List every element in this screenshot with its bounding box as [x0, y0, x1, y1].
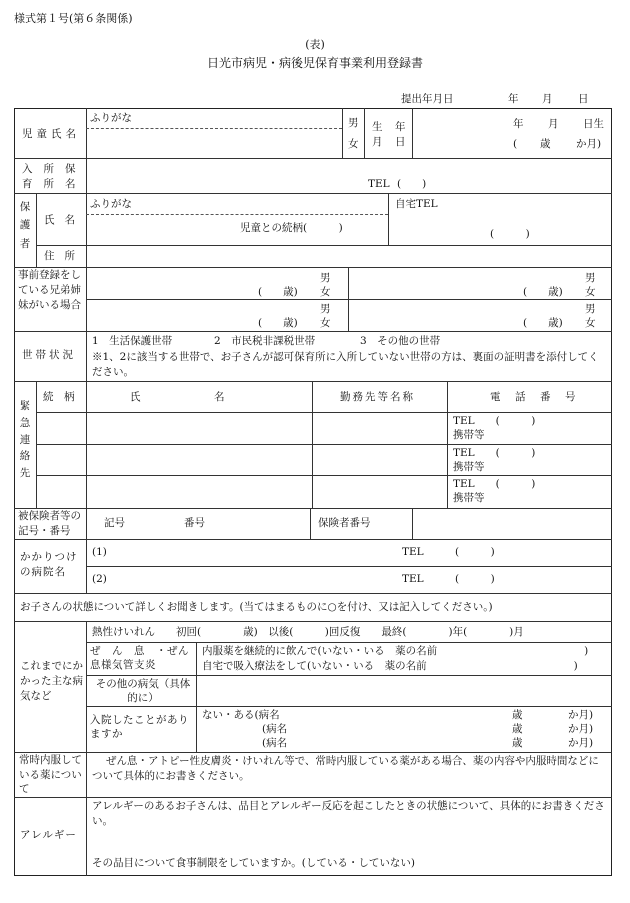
illness-label: これまでにかかった主な病気など	[20, 660, 83, 703]
birth-label: 生	[372, 121, 383, 133]
birth-day: 日生	[583, 118, 604, 130]
birth-label: 月	[372, 136, 383, 148]
guardian-relation[interactable]: 児童との続柄( )	[240, 222, 343, 234]
home-tel-paren[interactable]: ( )	[490, 228, 530, 240]
condition-intro: お子さんの状態について詳しくお聞きします。(当てはまるものに○を付け、又は記入してください。)	[20, 601, 493, 613]
col-phone: 電 話 番 号	[490, 391, 578, 403]
sibling-age[interactable]: ( 歳)	[258, 286, 298, 298]
sibling-female[interactable]: 女	[320, 286, 331, 298]
household-opt2[interactable]: 2 市民税非課税世帯	[214, 335, 316, 347]
doctor-tel: TEL	[402, 573, 424, 585]
allergy-diet[interactable]: その品目について食事制限をしていますか。(している・していない)	[92, 857, 415, 869]
form-title: 日光市病児・病後児保育事業利用登録書	[206, 56, 423, 70]
doctor-item-2[interactable]: (2)	[92, 573, 107, 585]
hospitalized-disease[interactable]: (病名	[262, 737, 288, 749]
nursery-tel-paren[interactable]: ( )	[397, 178, 427, 190]
emergency-label: 緊急連絡先	[19, 400, 31, 480]
sibling-age[interactable]: ( 歳)	[523, 286, 563, 298]
emergency-mobile[interactable]: 携帯等	[453, 461, 485, 473]
asthma-label: ぜ ん 息 ・ぜん息様気管支炎	[90, 645, 189, 672]
birth-year: 年	[513, 118, 524, 130]
insurance-symbol[interactable]: 記号	[104, 517, 125, 529]
emergency-tel[interactable]: TEL ( )	[453, 447, 536, 459]
household-opt1[interactable]: 1 生活保護世帯	[92, 335, 173, 347]
medication-label: 常時内服している薬について	[19, 754, 82, 796]
hospitalized-label: 入院したことがありますか	[90, 714, 189, 741]
siblings-label: 事前登録をしている兄弟姉妹がいる場合	[18, 269, 81, 312]
emergency-tel[interactable]: TEL ( )	[453, 478, 536, 490]
hospitalized-choice[interactable]: ない・ある(病名	[202, 709, 280, 721]
nursery-tel: TEL	[368, 178, 390, 190]
insurance-label: 被保険者等の記号・番号	[18, 510, 81, 537]
date-day: 日	[578, 93, 589, 105]
nursery-label: 入所保	[22, 163, 87, 175]
hosp-age-month: か月)	[568, 737, 594, 749]
allergy-text: アレルギーのあるお子さんは、品目とアレルギー反応を起こしたときの状態について、具体的にお書きください。	[92, 800, 605, 828]
other-illness-label: その他の病気（具体的に）	[95, 678, 191, 705]
guardian-label: 保護者	[19, 201, 31, 250]
nursery-label: 育所名	[22, 178, 87, 190]
date-year: 年	[508, 93, 519, 105]
col-name: 氏 名	[130, 391, 225, 403]
hosp-age-sai: 歳	[512, 737, 523, 749]
hosp-age-sai: 歳	[512, 723, 523, 735]
hosp-age-month: か月)	[568, 723, 594, 735]
sibling-female[interactable]: 女	[585, 286, 596, 298]
birth-label: 日	[395, 136, 406, 148]
sibling-female[interactable]: 女	[585, 317, 596, 329]
guardian-furigana: ふりがな	[90, 198, 132, 210]
emergency-mobile[interactable]: 携帯等	[453, 492, 485, 504]
doctor-tel-paren[interactable]: ( )	[455, 546, 495, 558]
age-sai: 歳	[540, 138, 551, 150]
child-name-label: 児童氏名	[22, 128, 80, 140]
child-female[interactable]: 女	[348, 138, 359, 150]
insurance-number[interactable]: 番号	[184, 517, 205, 529]
doctor-item-1[interactable]: (1)	[92, 546, 107, 558]
col-relation: 続 柄	[43, 391, 75, 403]
allergy-label: アレルギー	[20, 829, 77, 841]
household-note: ※1、2に該当する世帯で、お子さんが認可保育所に入所していない世帯の方は、裏面の証明書を添付してください。	[92, 351, 599, 379]
col-work: 勤務先等名称	[340, 391, 415, 403]
date-month: 月	[542, 93, 553, 105]
asthma-oral[interactable]: 内服薬を継続的に飲んで(いない・いる 薬の名前 )	[202, 645, 589, 657]
sibling-male[interactable]: 男	[585, 272, 596, 284]
child-furigana: ふりがな	[90, 112, 132, 124]
insurer-number[interactable]: 保険者番号	[318, 517, 371, 529]
age-paren: (	[513, 138, 518, 150]
asthma-inhale[interactable]: 自宅で吸入療法をして(いない・いる 薬の名前 )	[202, 660, 578, 672]
hospitalized-disease[interactable]: (病名	[262, 723, 288, 735]
hosp-age-month: か月)	[568, 709, 594, 721]
sibling-male[interactable]: 男	[320, 303, 331, 315]
sibling-age[interactable]: ( 歳)	[258, 317, 298, 329]
doctor-tel-paren[interactable]: ( )	[455, 573, 495, 585]
sibling-male[interactable]: 男	[320, 272, 331, 284]
guardian-name-label: 氏名	[44, 214, 85, 226]
febrile-row[interactable]: 熱性けいれん 初回( 歳) 以後( )回反復 最終( )年( )月	[92, 626, 524, 638]
sibling-male[interactable]: 男	[585, 303, 596, 315]
household-label: 世帯状況	[22, 349, 76, 361]
medication-text: ぜん息・アトピー性皮膚炎・けいれん等で、常時内服している薬がある場合、薬の内容や内服時間などについて具体的にお書きください。	[92, 755, 599, 783]
emergency-mobile[interactable]: 携帯等	[453, 429, 485, 441]
date-label: 提出年月日	[401, 93, 454, 105]
sibling-age[interactable]: ( 歳)	[523, 317, 563, 329]
child-male[interactable]: 男	[348, 117, 359, 129]
doctor-tel: TEL	[402, 546, 424, 558]
guardian-address-label: 住所	[44, 250, 85, 262]
home-tel-label: 自宅TEL	[395, 198, 438, 210]
birth-label: 年	[395, 121, 406, 133]
emergency-tel[interactable]: TEL ( )	[453, 415, 536, 427]
age-months: か月)	[576, 138, 602, 150]
side-label: (表)	[305, 38, 325, 51]
hosp-age-sai: 歳	[512, 709, 523, 721]
form-label: 様式第１号(第６条関係)	[14, 12, 133, 25]
household-opt3[interactable]: 3 その他の世帯	[360, 335, 441, 347]
birth-month: 月	[548, 118, 559, 130]
sibling-female[interactable]: 女	[320, 317, 331, 329]
doctor-label: かかりつけの病院名	[20, 551, 78, 579]
